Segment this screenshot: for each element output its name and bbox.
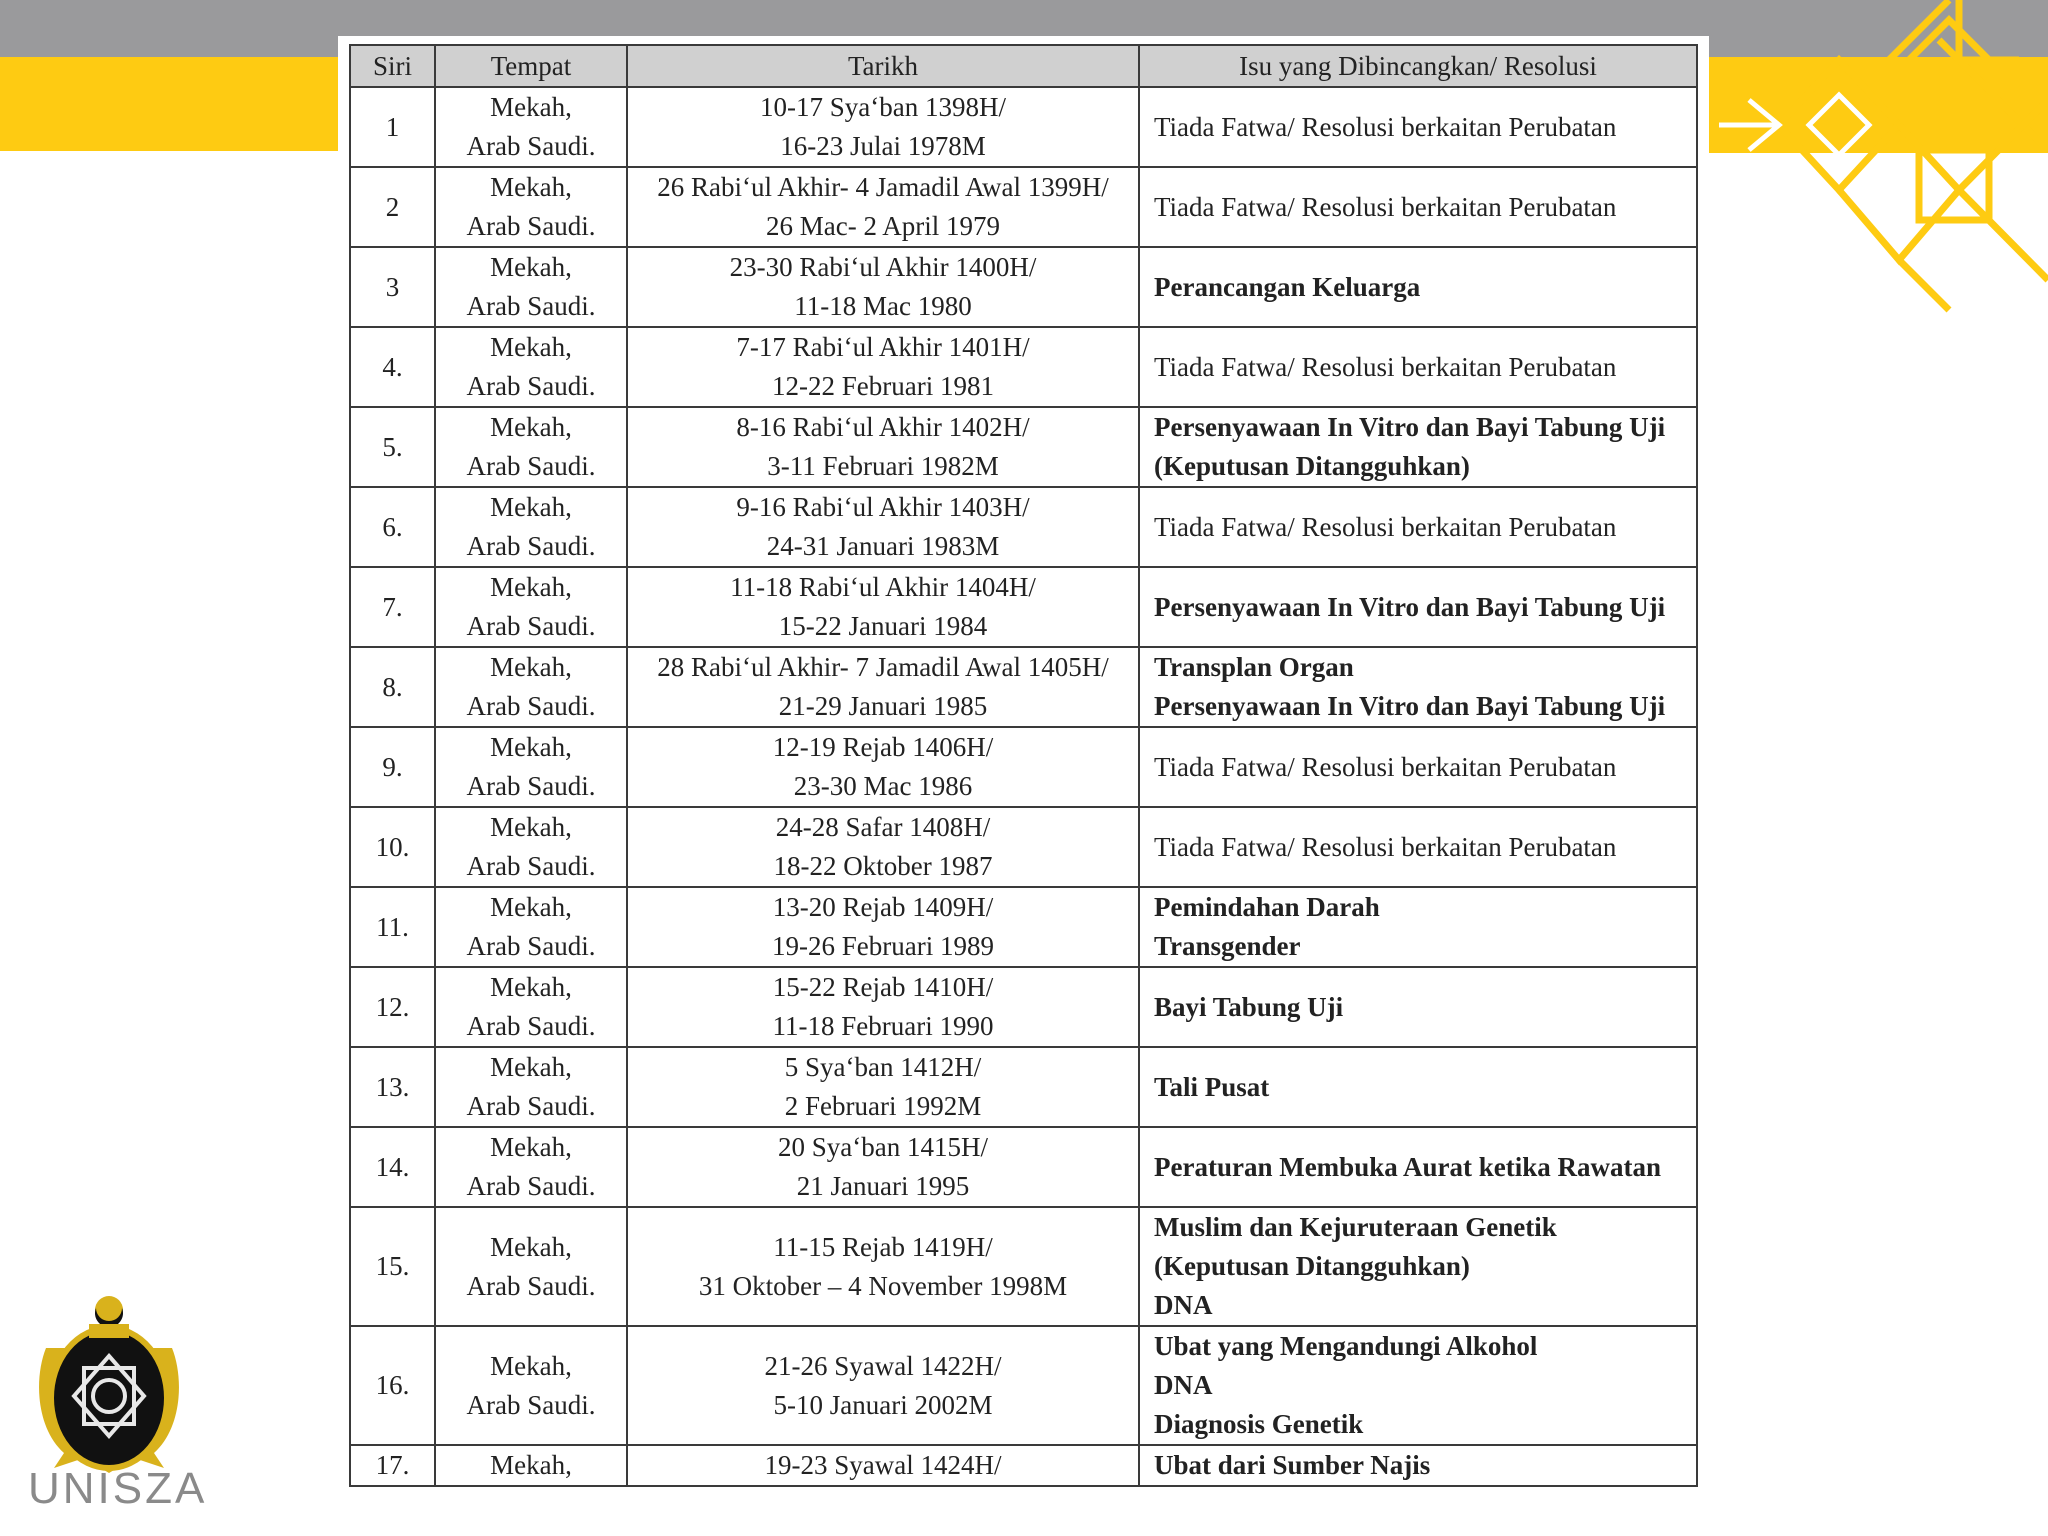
siri-cell: 13.: [350, 1047, 435, 1127]
tarikh-cell-line: 5 Sya‘ban 1412H/: [784, 1052, 982, 1082]
tarikh-cell-line: 21 Januari 1995: [796, 1171, 970, 1201]
table-row: [350, 487, 1697, 567]
column-header: Tempat: [435, 45, 627, 87]
tarikh-cell-line: 23-30 Mac 1986: [793, 771, 973, 801]
tempat-cell-line: Mekah,: [490, 812, 572, 842]
column-header: Siri: [350, 45, 435, 87]
isu-cell: [1139, 1207, 1697, 1326]
tarikh-cell-line: 26 Rabi‘ul Akhir- 4 Jamadil Awal 1399H/: [657, 172, 1109, 202]
isu-cell-line: Perancangan Keluarga: [1154, 271, 1421, 302]
isu-cell: [1139, 1127, 1697, 1207]
tempat-cell-line: Mekah,: [490, 1350, 572, 1381]
siri-cell: 3: [350, 247, 435, 327]
tempat-cell-line: Mekah,: [490, 412, 572, 442]
isu-cell: [1139, 727, 1697, 807]
tempat-cell-line: Arab Saudi.: [466, 1389, 596, 1420]
isu-cell-line: Bayi Tabung Uji: [1154, 991, 1344, 1022]
tempat-cell-line: Arab Saudi.: [466, 291, 596, 321]
tarikh-cell-line: 20 Sya‘ban 1415H/: [778, 1132, 988, 1162]
isu-cell-line: Ubat dari Sumber Najis: [1154, 1450, 1431, 1480]
tempat-cell-line: Arab Saudi.: [466, 371, 596, 401]
table-header-row: [350, 45, 1697, 87]
tarikh-cell-line: 28 Rabi‘ul Akhir- 7 Jamadil Awal 1405H/: [657, 652, 1109, 682]
table-row: [350, 647, 1697, 727]
isu-cell: [1139, 87, 1697, 167]
tempat-cell: [435, 647, 627, 727]
isu-cell-line: Tiada Fatwa/ Resolusi berkaitan Perubatan: [1154, 351, 1617, 382]
tarikh-cell-line: 7-17 Rabi‘ul Akhir 1401H/: [736, 332, 1030, 362]
tempat-cell-line: Mekah,: [490, 892, 572, 922]
tarikh-cell: [627, 567, 1139, 647]
siri-cell: 15.: [350, 1207, 435, 1326]
column-header: Tarikh: [627, 45, 1139, 87]
tempat-cell: [435, 967, 627, 1047]
siri-cell: 14.: [350, 1127, 435, 1207]
siri-cell: 5.: [350, 407, 435, 487]
siri-cell: 8.: [350, 647, 435, 727]
tarikh-cell-line: 11-18 Rabi‘ul Akhir 1404H/: [730, 572, 1036, 602]
tarikh-cell-line: 18-22 Oktober 1987: [773, 851, 993, 881]
tempat-cell-line: Arab Saudi.: [466, 211, 596, 241]
tempat-cell-line: Mekah,: [490, 172, 572, 202]
tarikh-cell-line: 13-20 Rejab 1409H/: [772, 892, 994, 922]
tempat-cell-line: Arab Saudi.: [466, 531, 596, 561]
tempat-cell-line: Arab Saudi.: [466, 1011, 596, 1041]
tempat-cell-line: Arab Saudi.: [466, 611, 596, 641]
tarikh-cell: [627, 167, 1139, 247]
table-row: [350, 1326, 1697, 1445]
tarikh-cell-line: 26 Mac- 2 April 1979: [766, 211, 1000, 241]
isu-cell: [1139, 167, 1697, 247]
tempat-cell: [435, 87, 627, 167]
isu-cell: [1139, 567, 1697, 647]
tempat-cell-line: Arab Saudi.: [466, 691, 596, 721]
isu-cell-line: Tiada Fatwa/ Resolusi berkaitan Perubatan: [1154, 191, 1617, 222]
siri-cell: 10.: [350, 807, 435, 887]
isu-cell-line: Transplan Organ: [1154, 652, 1354, 682]
tarikh-cell-line: 19-23 Syawal 1424H/: [764, 1450, 1002, 1480]
tarikh-cell: [627, 247, 1139, 327]
tarikh-cell: [627, 887, 1139, 967]
tempat-cell-line: Arab Saudi.: [466, 1091, 596, 1121]
tempat-cell-line: Mekah,: [490, 1231, 572, 1262]
table-row: [350, 727, 1697, 807]
tarikh-cell-line: 5-10 Januari 2002M: [773, 1389, 993, 1420]
tarikh-cell-line: 8-16 Rabi‘ul Akhir 1402H/: [736, 412, 1030, 442]
tarikh-cell-line: 2 Februari 1992M: [784, 1091, 982, 1121]
isu-cell-line: Pemindahan Darah: [1154, 892, 1380, 922]
tempat-cell: [435, 407, 627, 487]
tempat-cell-line: Mekah,: [490, 1450, 572, 1480]
tempat-cell-line: Mekah,: [490, 492, 572, 522]
table-row: [350, 247, 1697, 327]
tarikh-cell-line: 11-18 Februari 1990: [772, 1011, 994, 1041]
isu-cell: [1139, 1445, 1697, 1486]
tempat-cell-line: Arab Saudi.: [466, 851, 596, 881]
geometric-pattern-icon: [1709, 0, 2048, 320]
isu-cell-line: DNA: [1154, 1370, 1213, 1400]
tarikh-cell-line: 24-31 Januari 1983M: [766, 531, 1000, 561]
isu-cell-line: (Keputusan Ditangguhkan): [1154, 1251, 1470, 1281]
tarikh-cell: [627, 727, 1139, 807]
tempat-cell: [435, 247, 627, 327]
tempat-cell-line: Mekah,: [490, 252, 572, 282]
tarikh-cell-line: 15-22 Januari 1984: [778, 611, 988, 641]
tempat-cell: [435, 887, 627, 967]
isu-cell-line: Tiada Fatwa/ Resolusi berkaitan Perubatan: [1154, 831, 1617, 862]
tarikh-cell-line: 12-22 Februari 1981: [772, 371, 994, 401]
tarikh-cell: [627, 327, 1139, 407]
table-row: [350, 167, 1697, 247]
table-row: [350, 1445, 1697, 1486]
tarikh-cell: [627, 87, 1139, 167]
isu-cell: [1139, 967, 1697, 1047]
tempat-cell-line: Arab Saudi.: [466, 1171, 596, 1201]
siri-cell: 1: [350, 87, 435, 167]
isu-cell-line: Persenyawaan In Vitro dan Bayi Tabung Uji: [1154, 412, 1666, 442]
siri-cell: 7.: [350, 567, 435, 647]
tempat-cell: [435, 1445, 627, 1486]
column-header: Isu yang Dibincangkan/ Resolusi: [1139, 45, 1697, 87]
tarikh-cell-line: 21-26 Syawal 1422H/: [764, 1350, 1002, 1381]
tarikh-cell: [627, 1207, 1139, 1326]
isu-cell-line: Tiada Fatwa/ Resolusi berkaitan Perubatan: [1154, 111, 1617, 142]
tarikh-cell-line: 31 Oktober – 4 November 1998M: [698, 1270, 1068, 1301]
tempat-cell-line: Mekah,: [490, 92, 572, 122]
tempat-cell-line: Mekah,: [490, 652, 572, 682]
isu-cell: [1139, 807, 1697, 887]
isu-cell: [1139, 407, 1697, 487]
siri-cell: 11.: [350, 887, 435, 967]
isu-cell: [1139, 887, 1697, 967]
fatwa-resolution-table: [349, 44, 1698, 1487]
tempat-cell-line: Mekah,: [490, 332, 572, 362]
tarikh-cell: [627, 1047, 1139, 1127]
tarikh-cell: [627, 1445, 1139, 1486]
isu-cell-line: Persenyawaan In Vitro dan Bayi Tabung Uji: [1154, 591, 1666, 622]
tarikh-cell-line: 12-19 Rejab 1406H/: [772, 732, 994, 762]
tempat-cell-line: Mekah,: [490, 572, 572, 602]
table-row: [350, 327, 1697, 407]
isu-cell: [1139, 247, 1697, 327]
tempat-cell-line: Mekah,: [490, 1052, 572, 1082]
tarikh-cell-line: 24-28 Safar 1408H/: [775, 812, 991, 842]
tempat-cell: [435, 727, 627, 807]
isu-cell-line: Tiada Fatwa/ Resolusi berkaitan Perubatan: [1154, 511, 1617, 542]
tempat-cell: [435, 327, 627, 407]
tarikh-cell-line: 11-15 Rejab 1419H/: [773, 1231, 993, 1262]
tempat-cell: [435, 1207, 627, 1326]
isu-cell-line: Diagnosis Genetik: [1154, 1409, 1364, 1439]
tempat-cell-line: Arab Saudi.: [466, 931, 596, 961]
siri-cell: 6.: [350, 487, 435, 567]
siri-cell: 16.: [350, 1326, 435, 1445]
tarikh-cell: [627, 647, 1139, 727]
table-row: [350, 967, 1697, 1047]
tempat-cell-line: Arab Saudi.: [466, 771, 596, 801]
tempat-cell-line: Arab Saudi.: [466, 1270, 596, 1301]
unisza-logo-text: UNISZA: [28, 1464, 208, 1513]
table-row: [350, 407, 1697, 487]
tempat-cell-line: Mekah,: [490, 972, 572, 1002]
tempat-cell: [435, 807, 627, 887]
tarikh-cell-line: 9-16 Rabi‘ul Akhir 1403H/: [736, 492, 1030, 522]
tarikh-cell: [627, 1127, 1139, 1207]
tarikh-cell: [627, 487, 1139, 567]
table-row: [350, 887, 1697, 967]
tarikh-cell-line: 3-11 Februari 1982M: [767, 451, 999, 481]
tempat-cell: [435, 1127, 627, 1207]
isu-cell-line: Muslim dan Kejuruteraan Genetik: [1154, 1212, 1557, 1242]
tarikh-cell-line: 23-30 Rabi‘ul Akhir 1400H/: [729, 252, 1037, 282]
tarikh-cell-line: 19-26 Februari 1989: [772, 931, 994, 961]
table-row: [350, 807, 1697, 887]
table-row: [350, 567, 1697, 647]
table-row: [350, 1047, 1697, 1127]
tempat-cell-line: Mekah,: [490, 1132, 572, 1162]
tarikh-cell-line: 10-17 Sya‘ban 1398H/: [760, 92, 1006, 122]
table-body: [350, 87, 1697, 1486]
siri-cell: 17.: [350, 1445, 435, 1486]
tarikh-cell-line: 21-29 Januari 1985: [778, 691, 988, 721]
isu-cell-line: Peraturan Membuka Aurat ketika Rawatan: [1154, 1151, 1661, 1182]
tarikh-cell: [627, 967, 1139, 1047]
table-row: [350, 1127, 1697, 1207]
accent-band-left: [0, 57, 338, 151]
siri-cell: 12.: [350, 967, 435, 1047]
isu-cell-line: Tiada Fatwa/ Resolusi berkaitan Perubatan: [1154, 751, 1617, 782]
isu-cell: [1139, 487, 1697, 567]
table-row: [350, 87, 1697, 167]
tempat-cell: [435, 567, 627, 647]
isu-cell-line: (Keputusan Ditangguhkan): [1154, 451, 1470, 481]
tempat-cell: [435, 1047, 627, 1127]
tarikh-cell: [627, 807, 1139, 887]
tarikh-cell: [627, 1326, 1139, 1445]
tempat-cell-line: Mekah,: [490, 732, 572, 762]
siri-cell: 2: [350, 167, 435, 247]
tempat-cell-line: Arab Saudi.: [466, 131, 596, 161]
isu-cell: [1139, 1047, 1697, 1127]
siri-cell: 9.: [350, 727, 435, 807]
isu-cell-line: Tali Pusat: [1154, 1071, 1270, 1102]
isu-cell-line: Persenyawaan In Vitro dan Bayi Tabung Uji: [1154, 691, 1666, 721]
isu-cell: [1139, 1326, 1697, 1445]
isu-cell: [1139, 647, 1697, 727]
table-row: [350, 1207, 1697, 1326]
isu-cell-line: Ubat yang Mengandungi Alkohol: [1154, 1331, 1538, 1361]
tempat-cell: [435, 167, 627, 247]
tarikh-cell-line: 15-22 Rejab 1410H/: [772, 972, 994, 1002]
tarikh-cell: [627, 407, 1139, 487]
tarikh-cell-line: 16-23 Julai 1978M: [780, 131, 986, 161]
isu-cell-line: DNA: [1154, 1290, 1213, 1320]
siri-cell: 4.: [350, 327, 435, 407]
tempat-cell: [435, 1326, 627, 1445]
tarikh-cell-line: 11-18 Mac 1980: [794, 291, 972, 321]
isu-cell-line: Transgender: [1154, 931, 1301, 961]
isu-cell: [1139, 327, 1697, 407]
tempat-cell: [435, 487, 627, 567]
tempat-cell-line: Arab Saudi.: [466, 451, 596, 481]
